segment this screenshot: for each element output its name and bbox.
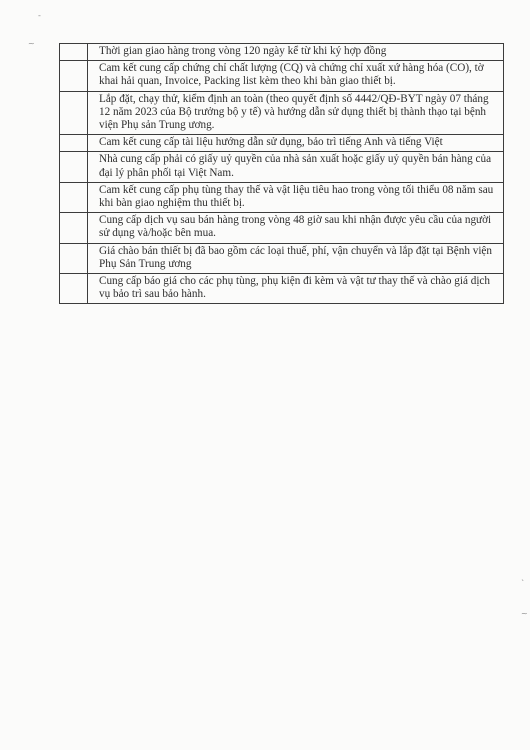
- scan-mark: -: [38, 11, 41, 20]
- row-index-cell: [60, 182, 88, 212]
- table-row: [60, 152, 504, 182]
- requirement-cell: Cam kết cung cấp chứng chỉ chất lượng (CQ) và chứng chỉ xuất xứ hàng hóa (CO), tờ khai hải quan, Invoice, Packing list kèm theo khi bàn giao thiết bị.: [88, 61, 504, 91]
- row-index-cell: [60, 44, 88, 61]
- scan-mark: ~: [521, 609, 528, 618]
- table-row: [60, 274, 504, 304]
- requirement-cell: Cam kết cung cấp phụ tùng thay thế và vật liệu tiêu hao trong vòng tối thiểu 08 năm sau khi bàn giao nghiệm thu thiết bị.: [88, 182, 504, 212]
- table-row: [60, 135, 504, 152]
- row-index-cell: [60, 61, 88, 91]
- row-index-cell: [60, 274, 88, 304]
- row-index-cell: [60, 91, 88, 135]
- requirements-table: [59, 43, 504, 304]
- requirement-cell: Thời gian giao hàng trong vòng 120 ngày kể từ khi ký hợp đồng: [88, 44, 504, 61]
- requirement-cell: Cam kết cung cấp tài liệu hướng dẫn sử dụng, bảo trì tiếng Anh và tiếng Việt: [88, 135, 504, 152]
- table-row: [60, 243, 504, 273]
- requirement-cell: Cung cấp báo giá cho các phụ tùng, phụ kiện đi kèm và vật tư thay thế và chào giá dịch vụ bảo trì sau bảo hành.: [88, 274, 504, 304]
- requirement-cell: Giá chào bán thiết bị đã bao gồm các loại thuế, phí, vận chuyển và lắp đặt tại Bệnh viện Phụ Sản Trung ương: [88, 243, 504, 273]
- requirement-cell: Lắp đặt, chạy thử, kiểm định an toàn (theo quyết định số 4442/QĐ-BYT ngày 07 tháng 12 năm 2023 của Bộ trưởng bộ y tế) và hướng dẫn sử dụng thiết bị thành thạo tại bệnh viện Phụ sản Trung ương.: [88, 91, 504, 135]
- row-index-cell: [60, 213, 88, 243]
- requirement-cell: Nhà cung cấp phải có giấy uỷ quyền của nhà sản xuất hoặc giấy uỷ quyền bán hàng của đại lý phân phối tại Việt Nam.: [88, 152, 504, 182]
- table-row: [60, 213, 504, 243]
- scan-mark: ~: [28, 39, 35, 48]
- scan-mark: `: [521, 579, 525, 588]
- table-row: [60, 182, 504, 212]
- table-row: [60, 44, 504, 61]
- table-row: [60, 61, 504, 91]
- table-row: [60, 91, 504, 135]
- row-index-cell: [60, 135, 88, 152]
- row-index-cell: [60, 243, 88, 273]
- requirement-cell: Cung cấp dịch vụ sau bán hàng trong vòng 48 giờ sau khi nhận được yêu cầu của người sử dụng và/hoặc bên mua.: [88, 213, 504, 243]
- row-index-cell: [60, 152, 88, 182]
